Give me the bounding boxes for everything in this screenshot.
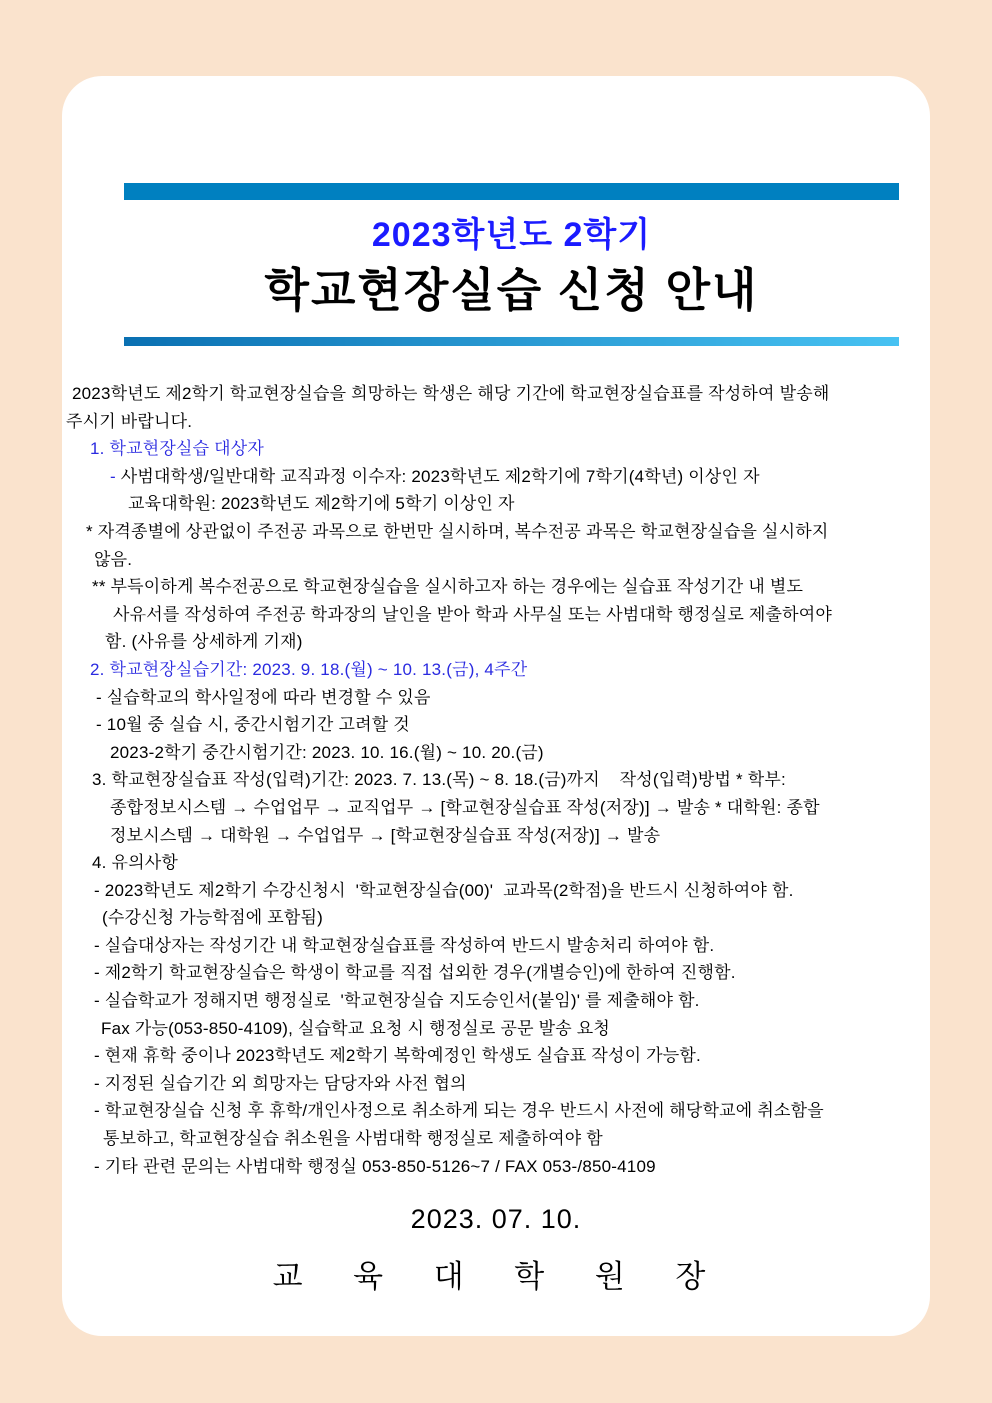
page-title: 학교현장실습 신청 안내 [264,264,759,316]
body-line: - 실습대상자는 작성기간 내 학교현장실습표를 작성하여 반드시 발송처리 하여야 함. [94,935,715,955]
body-line: 않음. [94,549,133,569]
body-line: - 기타 관련 문의는 사범대학 행정실 053-850-5126~7 / FAX 053-/850-4109 [94,1156,656,1176]
body-line: 종합정보시스템 → 수업업무 → 교직업무 → [학교현장실습표 작성(저장)] → 발송 * 대학원: 종합 [110,797,820,817]
body-line: - 10월 중 실습 시, 중간시험기간 고려할 것 [96,715,410,735]
body-line: 함. (사유를 상세하게 기재) [105,632,303,652]
document-card [62,76,930,1336]
body-line: 2. 학교현장실습기간: 2023. 9. 18.(월) ~ 10. 13.(금), 4주간 [90,659,528,679]
document-footer [62,1204,930,1295]
body-line: - 현재 휴학 중이나 2023학년도 제2학기 복학예정인 학생도 실습표 작성이 가능함. [94,1046,701,1066]
body-line: * 자격종별에 상관없이 주전공 과목으로 한번만 실시하며, 복수전공 과목은 학교현장실습을 실시하지 [86,521,829,541]
body-line: 2023학년도 제2학기 학교현장실습을 희망하는 학생은 해당 기간에 학교현장실습표를 작성하여 발송해 [72,384,830,403]
header-top-bar [124,183,899,200]
body-line: - 실습학교가 정해지면 행정실로 '학교현장실습 지도승인서(붙임)' 를 제출해야 함. [94,991,700,1011]
body-line: - 사범대학생/일반대학 교직과정 이수자: 2023학년도 제2학기에 7학기(4학년) 이상인 자 [110,466,760,486]
body-line: 2023-2학기 중간시험기간: 2023. 10. 16.(월) ~ 10. 20.(금) [110,742,544,762]
signature-line: 교 육 대 학 원 장 [272,1259,720,1295]
body-line: 통보하고, 학교현장실습 취소원을 사범대학 행정실로 제출하여야 함 [103,1129,603,1149]
body-line: - 지정된 실습기간 외 희망자는 담당자와 사전 협의 [94,1073,467,1093]
body-line: - 제2학기 학교현장실습은 학생이 학교를 직접 섭외한 경우(개별승인)에 한하여 진행함. [94,963,736,983]
body-line: 사유서를 작성하여 주전공 학과장의 날인을 받아 학과 사무실 또는 사범대학 행정실로 제출하여야 [113,604,833,624]
body-line: - 실습학교의 학사일정에 따라 변경할 수 있음 [96,687,431,707]
header-bottom-bar [124,337,899,346]
body-line: - 학교현장실습 신청 후 휴학/개인사정으로 취소하게 되는 경우 반드시 사전에 해당학교에 취소함을 [94,1101,824,1121]
body-line: Fax 가능(053-850-4109), 실습학교 요청 시 행정실로 공문 발송 요청 [101,1018,611,1038]
body-line: 1. 학교현장실습 대상자 [90,439,265,459]
body-line: 3. 학교현장실습표 작성(입력)기간: 2023. 7. 13.(목) ~ 8. 18.(금)까지 작성(입력)방법 * 학부: [92,770,786,790]
body-line: 교육대학원: 2023학년도 제2학기에 5학기 이상인 자 [128,494,515,514]
body-line: 4. 유의사항 [92,853,178,873]
document-body [62,380,930,1180]
body-line: - 2023학년도 제2학기 수강신청시 '학교현장실습(00)' 교과목(2학점)을 반드시 신청하여야 함. [94,880,794,900]
body-line: ** 부득이하게 복수전공으로 학교현장실습을 실시하고자 하는 경우에는 실습표 작성기간 내 별도 [92,577,804,597]
header-subtitle: 2023학년도 2학기 [371,216,652,254]
document-header [62,183,930,346]
body-line: 주시기 바랍니다. [66,411,193,431]
document-date: 2023. 07. 10. [410,1204,582,1235]
bullet-dash: - [110,466,121,486]
body-line: 정보시스템 → 대학원 → 수업업무 → [학교현장실습표 작성(저장)] → 발송 [110,825,661,845]
body-line: (수강신청 가능학점에 포함됨) [102,908,324,928]
